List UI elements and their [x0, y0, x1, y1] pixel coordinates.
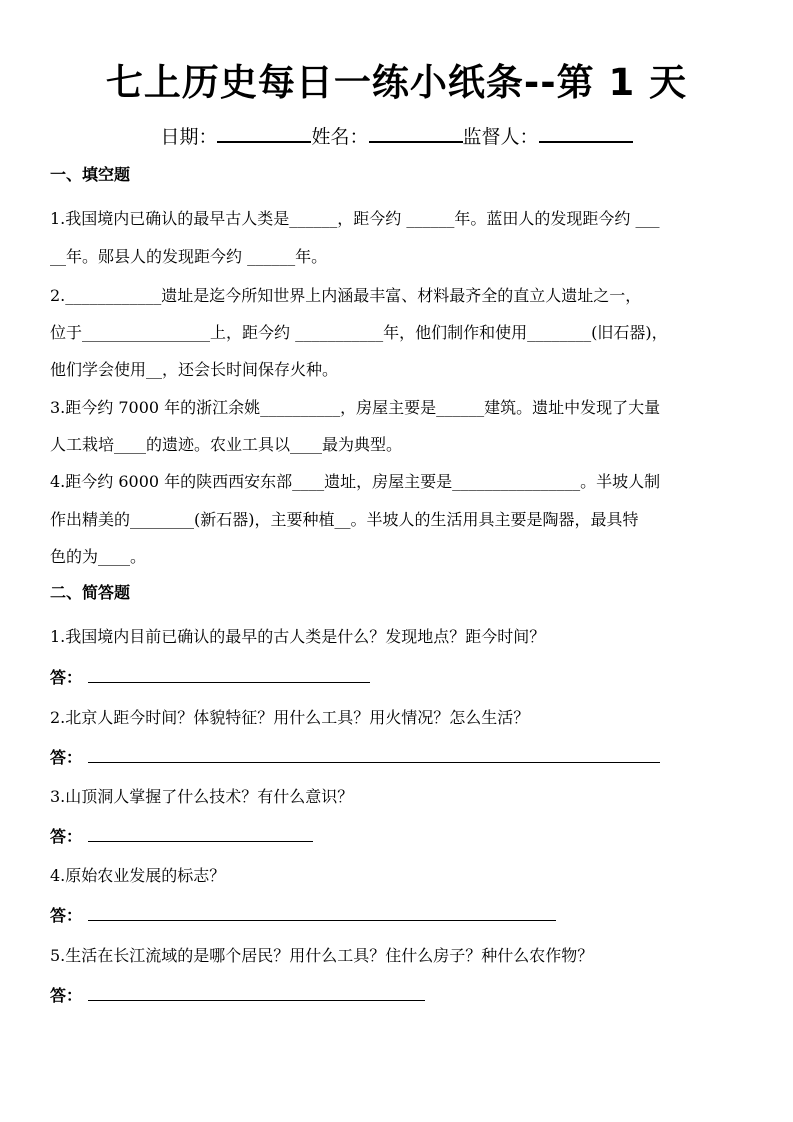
answer-label: 答： — [50, 748, 83, 767]
fill-line: 2.____________遗址是迄今所知世界上内涵最丰富、材料最齐全的直立人遗址之一， — [50, 286, 642, 305]
name-blank — [369, 123, 463, 143]
fill-line: 人工栽培____的遗迹。农业工具以____最为典型。 — [50, 435, 403, 454]
fill-line: 3.距今约 7000 年的浙江余姚__________，房屋主要是______建筑。遗址中发现了大量 — [50, 398, 661, 417]
supervisor-blank — [539, 123, 633, 143]
answer-blank — [88, 906, 556, 921]
question-text: 3.山顶洞人掌握了什么技术？有什么意识？ — [50, 787, 354, 806]
fill-line: __年。郧县人的发现距今约 ______年。 — [50, 247, 328, 266]
fill-line: 他们学会使用__，还会长时间保存火种。 — [50, 360, 339, 379]
date-label: 日期： — [160, 126, 218, 148]
fill-line: 1.我国境内已确认的最早古人类是______，距今约 ______年。蓝田人的发现距今约 ___ — [50, 209, 660, 228]
question-text: 4.原始农业发展的标志？ — [50, 866, 226, 885]
answer-row — [50, 745, 660, 768]
section-heading-short-answer: 二、简答题 — [50, 583, 131, 602]
answer-blank — [88, 827, 313, 842]
answer-row — [50, 903, 556, 926]
answer-label: 答： — [50, 668, 83, 687]
date-blank — [217, 123, 311, 143]
section-heading-fill-blank: 一、填空题 — [50, 165, 131, 184]
name-label: 姓名： — [311, 126, 369, 148]
fill-line: 4.距今约 6000 年的陕西西安东部____遗址，房屋主要是________________。半坡人制 — [50, 472, 661, 491]
info-line — [0, 122, 793, 149]
fill-line: 位于________________上，距今约 ___________年，他们制作和使用________(旧石器)， — [50, 323, 668, 342]
question-text: 5.生活在长江流域的是哪个居民？用什么工具？住什么房子？种什么农作物？ — [50, 946, 594, 965]
supervisor-label: 监督人： — [462, 126, 539, 148]
answer-blank — [88, 668, 370, 683]
answer-blank — [88, 986, 425, 1001]
answer-label: 答： — [50, 827, 83, 846]
answer-blank — [88, 748, 660, 763]
page-title: 七上历史每日一练小纸条--第 1 天 — [105, 61, 688, 104]
question-text: 2.北京人距今时间？体貌特征？用什么工具？用火情况？怎么生活？ — [50, 708, 530, 727]
question-text: 1.我国境内目前已确认的最早的古人类是什么？发现地点？距今时间？ — [50, 627, 546, 646]
fill-line: 作出精美的________(新石器)，主要种植__。半坡人的生活用具主要是陶器，最具特 — [50, 510, 639, 529]
answer-row — [50, 983, 425, 1006]
answer-row — [50, 824, 313, 847]
answer-row — [50, 665, 370, 688]
answer-label: 答： — [50, 906, 83, 925]
answer-label: 答： — [50, 986, 83, 1005]
fill-line: 色的为____。 — [50, 547, 147, 566]
